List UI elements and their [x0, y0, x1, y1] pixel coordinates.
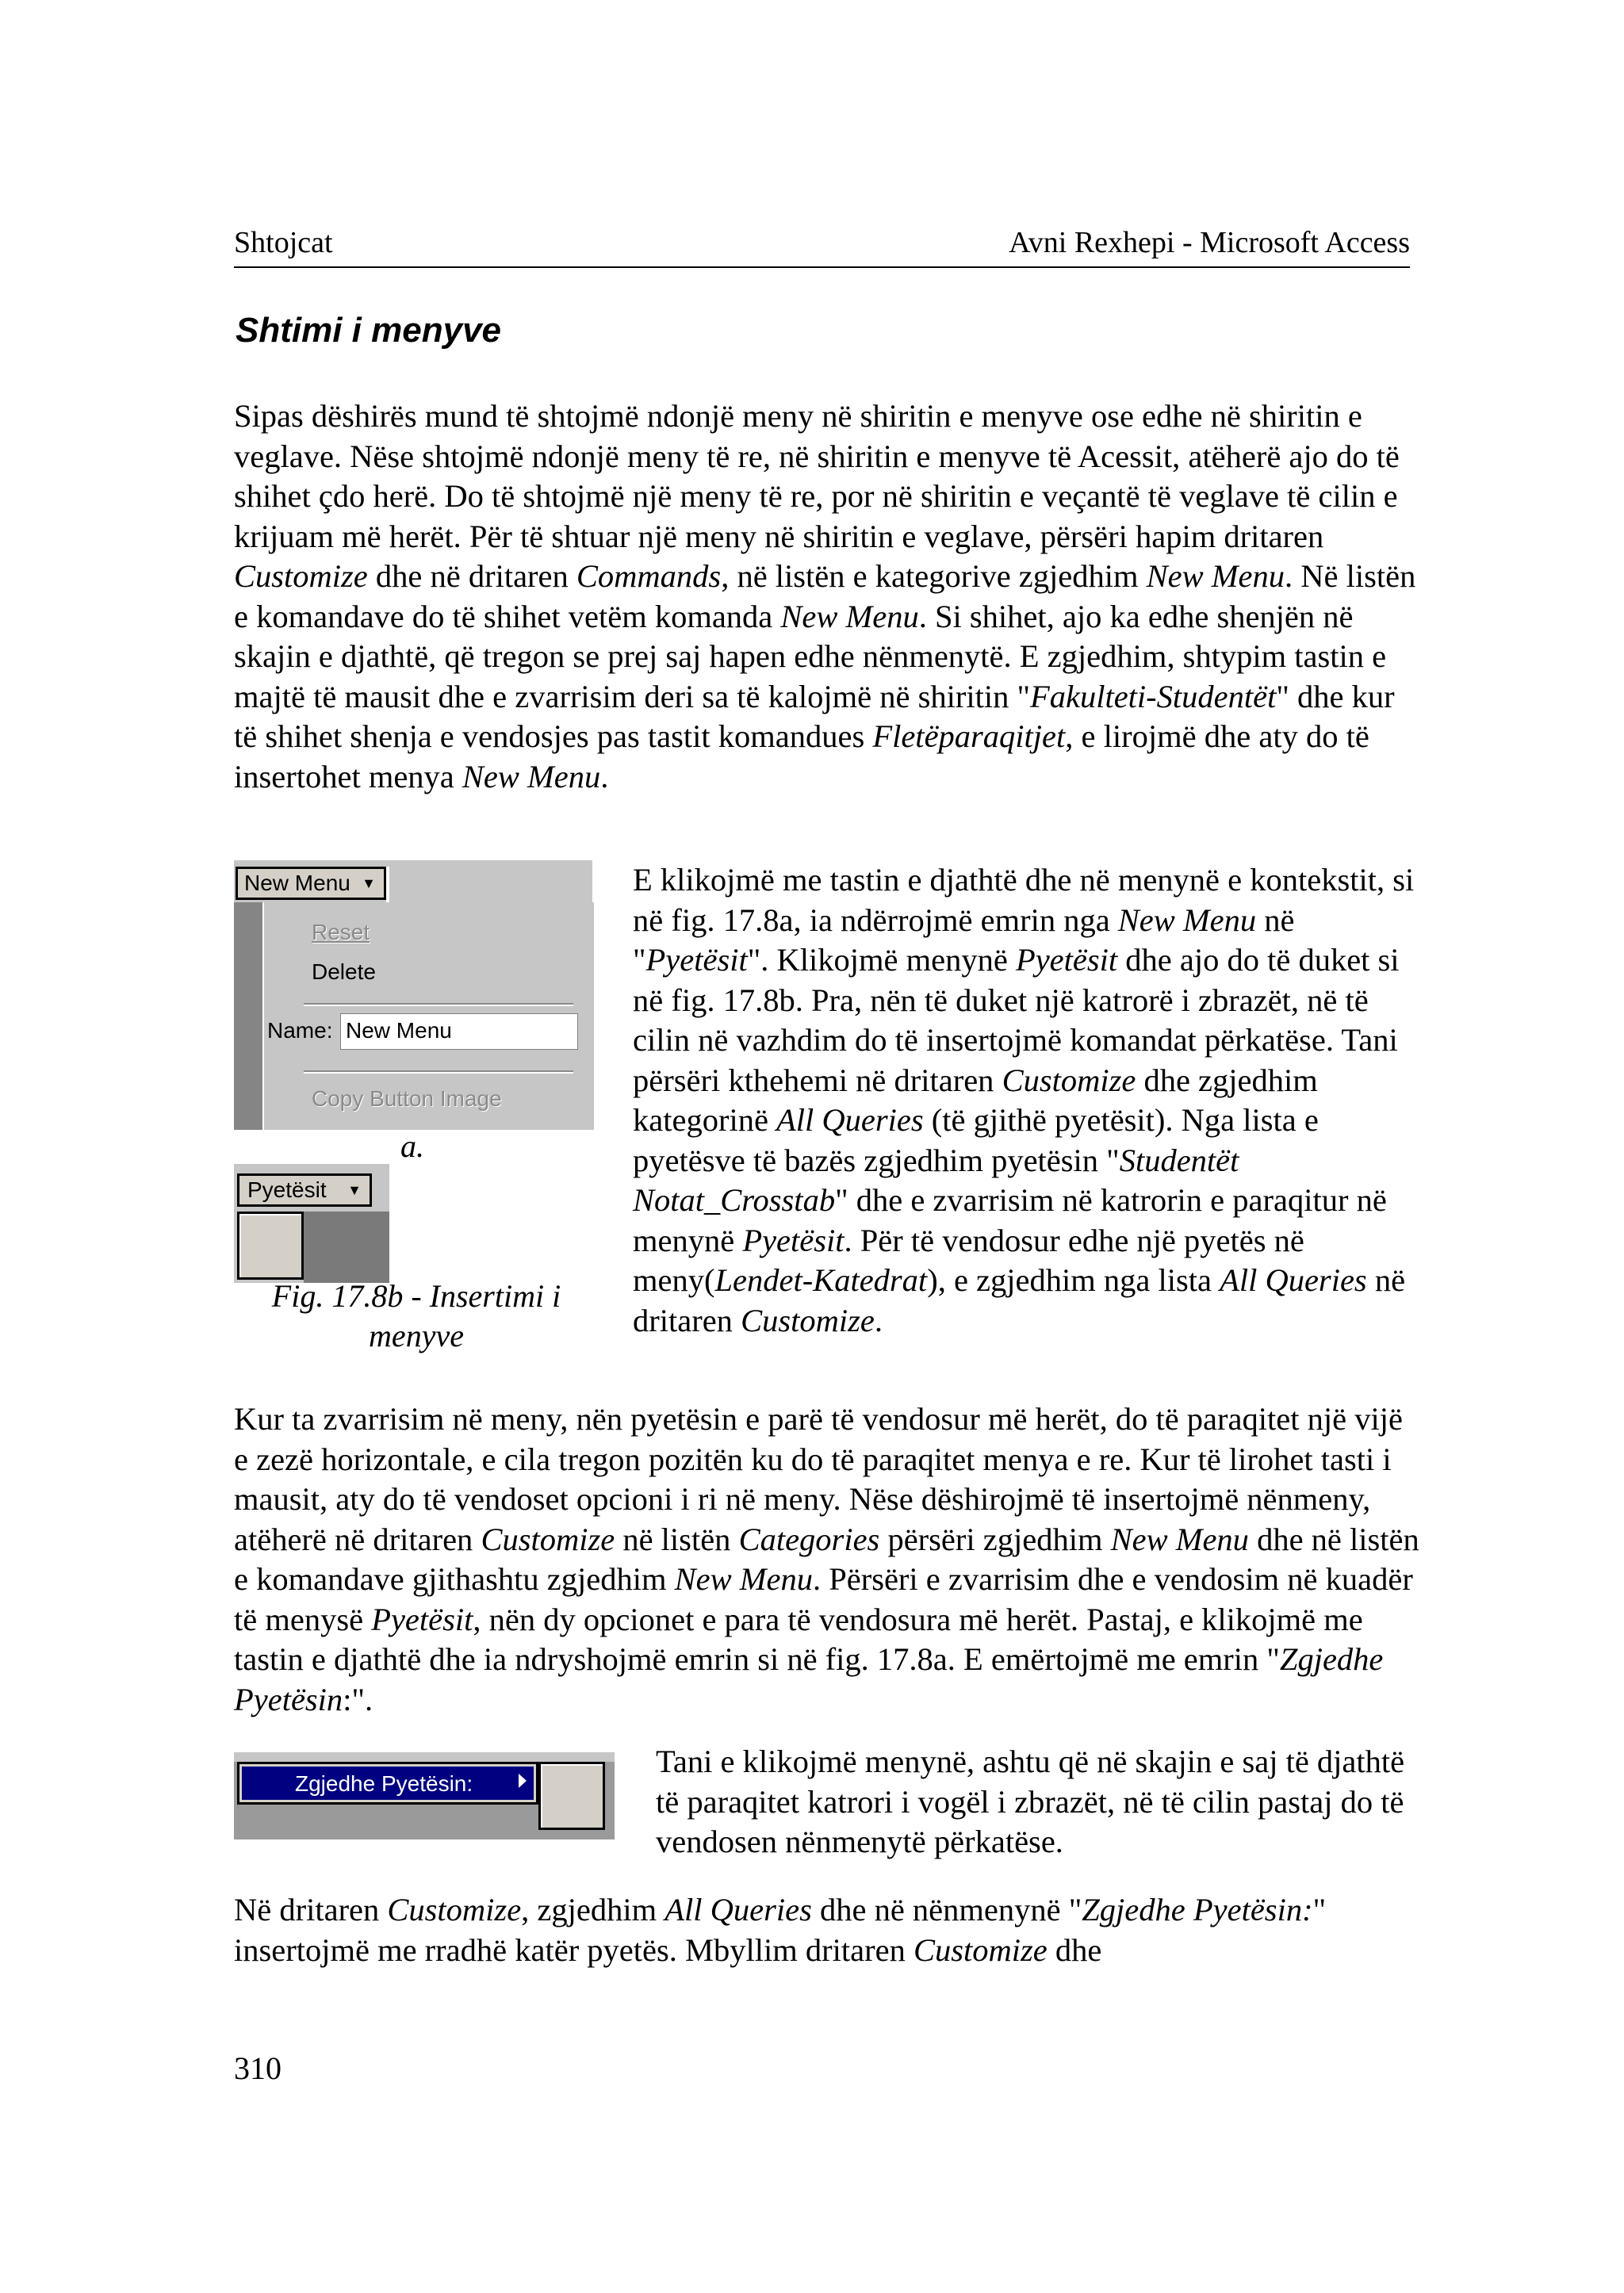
- italic-term: New Menu: [462, 758, 601, 794]
- paragraph-text: [656, 1742, 1417, 1862]
- text-run: . Për të vendosur edhe një pyetës në meny(: [633, 1222, 1304, 1298]
- header-section: Shtojcat: [234, 226, 333, 259]
- section-title: Shtimi i menyve: [236, 311, 502, 350]
- dropdown-arrow-icon: ▼: [362, 875, 376, 891]
- italic-term: New Menu: [674, 1561, 813, 1597]
- italic-term: Pyetësit: [1015, 942, 1118, 978]
- text-run: dhe në nënmenynë ": [811, 1892, 1082, 1927]
- text-run: Sipas dëshirës mund të shtojmë ndonjë meny në shiritin e menyve ose edhe në shiritin e veglave. Nëse shtojmë ndonjë meny të re, në shiritin e menyve të Acessit, atëherë ajo do të shihet çdo herë. Do të shtojmë një meny të re, por në shiritin e veçantë të veglave të cilin e krijuam më herët. Për të shtuar një meny në shiritin e veglave, përsëri hapim dritaren: [234, 398, 1400, 554]
- text-run: në dritaren: [633, 1262, 1406, 1338]
- italic-term: Customize: [234, 558, 368, 594]
- text-run: . Përsëri e zvarrisim dhe e vendosim në kuadër të menysë: [234, 1561, 1413, 1637]
- name-input[interactable]: New Menu: [340, 1013, 578, 1050]
- italic-term: Customize: [741, 1302, 875, 1338]
- empty-submenu-placeholder[interactable]: [538, 1762, 605, 1830]
- italic-term: Customize: [1002, 1062, 1136, 1098]
- pyetesit-button-label: Pyetësit: [247, 1177, 327, 1202]
- paragraph-figure-text: [633, 860, 1426, 1341]
- italic-term: Customize: [913, 1931, 1048, 1968]
- paragraph-intro: [234, 396, 1423, 797]
- text-run: " dhe e zvarrisim në katrorin e paraqitur në menynë: [633, 1182, 1387, 1258]
- italic-term: Zgjedhe Pyetësin:: [1082, 1892, 1313, 1927]
- figure-pyetesit-menu: [234, 1164, 389, 1283]
- paragraph-submenu-click: [656, 1742, 1417, 1862]
- italic-term: New Menu: [1117, 902, 1257, 938]
- italic-term: All Queries: [665, 1892, 812, 1927]
- text-run: në ": [633, 902, 1295, 978]
- pyetesit-menu-button[interactable]: [237, 1173, 372, 1207]
- header-author-title: Avni Rexhepi - Microsoft Access: [1009, 226, 1410, 259]
- figure-submenu: [234, 1752, 615, 1839]
- page-number: 310: [234, 2050, 282, 2086]
- new-menu-button-label: New Menu: [244, 871, 350, 895]
- text-run: E klikojmë me tastin e djathtë dhe në menynë e kontekstit, si në fig. 17.8a, ia ndërrojmë emrin nga: [633, 862, 1415, 938]
- text-run: dhe në dritaren: [367, 558, 576, 594]
- italic-term: Commands: [576, 558, 722, 594]
- text-run: , në listën e kategorive zgjedhim: [721, 558, 1147, 594]
- italic-term: Categories: [738, 1521, 880, 1557]
- text-run: .: [874, 1302, 883, 1338]
- text-run: , e lirojmë dhe aty do të insertohet menya: [234, 718, 1369, 794]
- text-run: dhe: [1047, 1931, 1102, 1968]
- text-run: dhe ajo do të duket si në fig. 17.8b. Pra, nën të duket një katrorë i zbrazët, në të cilin në vazhdim do të insertojmë komandat përkatëse. Tani përsëri kthehemi në dritaren: [633, 942, 1400, 1098]
- text-run: " insertojmë me rradhë katër pyetës. Mbyllim dritaren: [234, 1892, 1327, 1968]
- figure-caption: Fig. 17.8b - Insertimi i menyve: [271, 1278, 561, 1353]
- name-label: Name:: [267, 1018, 333, 1043]
- italic-term: Pyetësit: [645, 942, 748, 978]
- submenu-item[interactable]: [237, 1762, 538, 1805]
- italic-term: Customize: [481, 1521, 615, 1557]
- paragraph-text: [633, 860, 1426, 1341]
- paragraph-submenu: [234, 1399, 1423, 1720]
- figure-context-menu: [234, 860, 592, 1130]
- text-run: ". Klikojmë menynë: [747, 942, 1016, 978]
- paragraph-text: [234, 1399, 1423, 1720]
- menu-item-reset[interactable]: Reset: [312, 920, 370, 944]
- text-run: Kur ta zvarrisim në meny, nën pyetësin e parë të vendosur më herët, do të paraqitet një vijë e zezë horizontale, e cila tregon pozitën ku do të paraqitet menya e re. Kur të lirohet tasti i mausit, aty do të vendoset opcioni i ri në meny. Nëse dëshirojmë të insertojmë nënmeny, atëherë në dritaren: [234, 1401, 1403, 1557]
- italic-term: Zgjedhe Pyetësin: [234, 1641, 1384, 1717]
- italic-term: Lendet-Katedrat: [714, 1262, 928, 1298]
- menu-separator: [304, 1070, 573, 1074]
- text-run: :".: [343, 1681, 373, 1717]
- empty-menu-placeholder[interactable]: [237, 1212, 304, 1280]
- paragraph-text: [234, 396, 1423, 797]
- submenu-arrow-icon: [519, 1774, 527, 1788]
- text-run: Tani e klikojmë menynë, ashtu që në skajin e saj të djathtë të paraqitet katrori i vogël i zbrazët, në të cilin pastaj do të vendosen nënmenytë përkatëse.: [656, 1744, 1405, 1859]
- paragraph-closing: [234, 1890, 1423, 1970]
- italic-term: New Menu: [780, 598, 919, 634]
- toolbar-highlight: [386, 867, 389, 902]
- italic-term: Fakulteti-Studentët: [1029, 678, 1277, 714]
- context-menu: [262, 902, 594, 1130]
- text-run: përsëri zgjedhim: [879, 1521, 1111, 1557]
- submenu-label: Zgjedhe Pyetësin:: [295, 1771, 473, 1796]
- italic-term: Customize: [387, 1892, 522, 1927]
- text-run: . Si shihet, ajo ka edhe shenjën në skajin e djathtë, që tregon se prej saj hapen edhe nënmenytë. E zgjedhim, shtypim tastin e majtë të mausit dhe e zvarrisim deri sa të kalojmë në shiritin ": [234, 598, 1387, 714]
- italic-term: Pyetësit: [742, 1222, 845, 1258]
- italic-term: Pyetësit: [371, 1601, 473, 1637]
- text-run: .: [600, 758, 609, 794]
- italic-term: All Queries: [776, 1102, 924, 1138]
- italic-term: Studentët Notat_Crosstab: [633, 1142, 1239, 1218]
- new-menu-button[interactable]: [236, 867, 386, 900]
- italic-term: New Menu: [1110, 1521, 1249, 1557]
- italic-term: Fletëparaqitjet: [872, 718, 1066, 754]
- paragraph-text: [234, 1890, 1423, 1970]
- text-run: , nën dy opcionet e para të vendosura më herët. Pastaj, e klikojmë me tastin e djathtë dhe ia ndryshojmë emrin si në fig. 17.8a. E emërtojmë me emrin ": [234, 1601, 1363, 1677]
- text-run: , zgjedhim: [521, 1892, 665, 1927]
- menu-separator: [304, 1003, 573, 1006]
- text-run: dhe në listën e komandave gjithashtu zgjedhim: [234, 1521, 1419, 1597]
- italic-term: New Menu: [1146, 558, 1285, 594]
- page-header: [234, 222, 1410, 268]
- toolbar-strip: [234, 1752, 615, 1762]
- text-run: (të gjithë pyetësit). Nga lista e pyetësve të bazës zgjedhim pyetësin ": [633, 1102, 1319, 1178]
- text-run: dhe zgjedhim kategorinë: [633, 1062, 1318, 1138]
- text-run: ), e zgjedhim nga lista: [927, 1262, 1220, 1298]
- menu-shadow: [304, 1212, 389, 1283]
- italic-term: All Queries: [1220, 1262, 1367, 1298]
- figure-a-label: a.: [400, 1128, 424, 1164]
- text-run: " dhe kur të shihet shenja e vendosjes pas tastit komandues: [234, 678, 1395, 754]
- dropdown-arrow-icon: ▼: [347, 1182, 362, 1198]
- menu-item-delete[interactable]: Delete: [312, 959, 376, 984]
- menu-item-copy-button-image[interactable]: Copy Button Image: [312, 1086, 502, 1111]
- text-run: në listën: [615, 1521, 739, 1557]
- menu-shadow-bar: [234, 902, 262, 1130]
- text-run: Në dritaren: [234, 1892, 388, 1927]
- text-run: . Në listën e komandave do të shihet vetëm komanda: [234, 558, 1416, 634]
